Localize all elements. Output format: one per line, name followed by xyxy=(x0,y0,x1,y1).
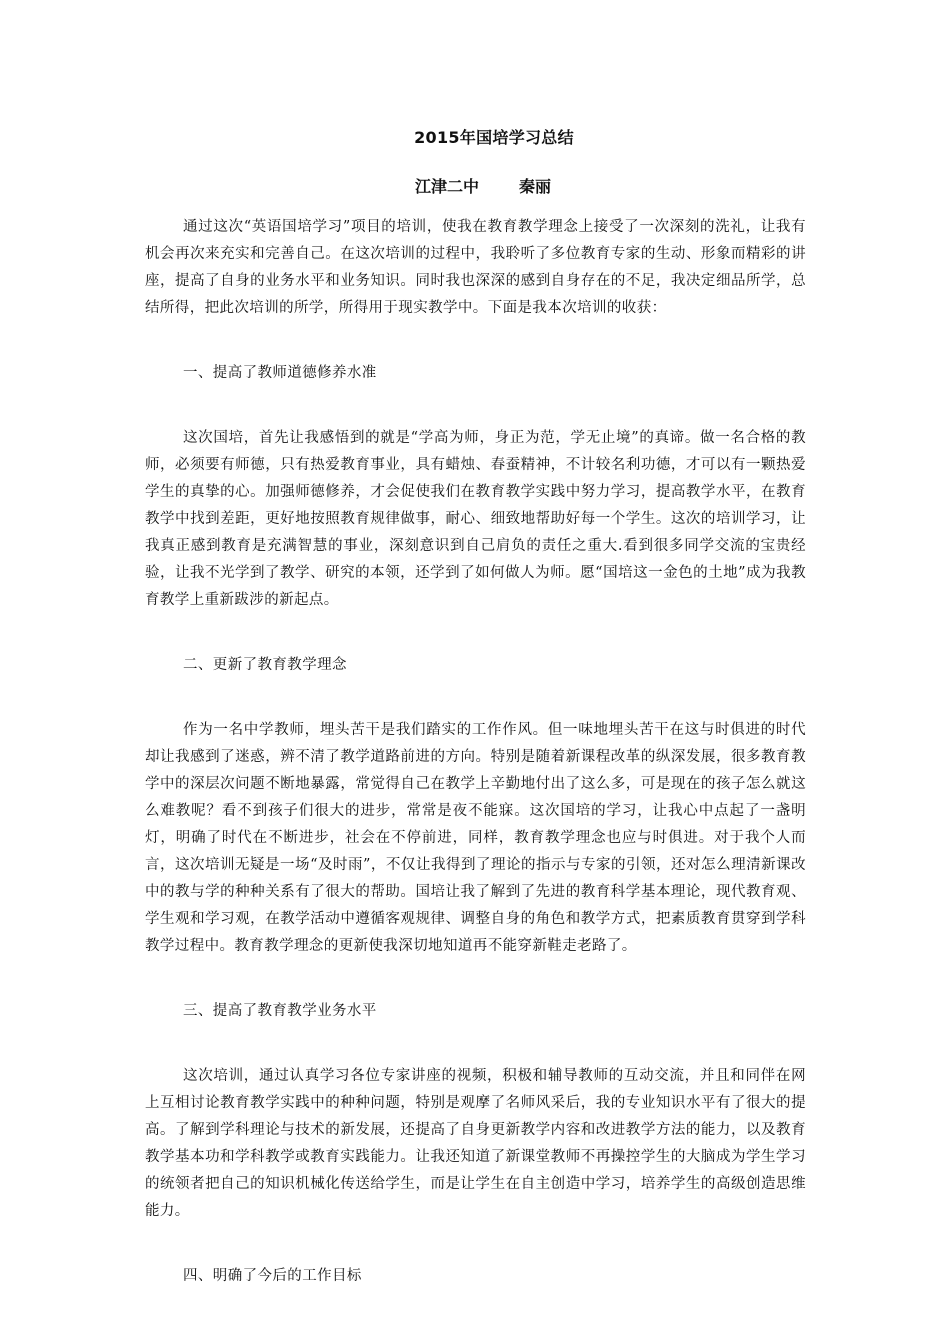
section-heading-4: 四、明确了今后的工作目标 xyxy=(183,1268,362,1284)
document-body xyxy=(145,214,806,1328)
section-heading-2: 二、更新了教育教学理念 xyxy=(183,657,347,673)
school-name: 江津二中 xyxy=(414,177,479,196)
section-paragraph-1: 这次国培，首先让我感悟到的就是“学高为师，身正为范，学无止境”的真谛。做一名合格的教师，必须要有师德，只有热爱教育事业，具有蜡烛、春蚕精神，不计较名利功德，才可以有一颗热爱学生的真挚的心。加强师德修养，才会促使我们在教育教学实践中努力学习，提高教学水平，在教育教学中找到差距，更好地按照教育规律做事，耐心、细致地帮助好每一个学生。这次的培训学习，让我真正感到教育是充满智慧的事业，深刻意识到自己肩负的责任之重大.看到很多同学交流的宝贵经验，让我不光学到了教学、研究的本领，还学到了如何做人为师。愿“国培这一金色的土地”成为我教育教学上重新跋涉的新起点。 xyxy=(145,430,806,608)
section-heading-3: 三、提高了教育教学业务水平 xyxy=(183,1003,377,1019)
section-heading-1: 一、提高了教师道德修养水准 xyxy=(183,365,377,381)
section-paragraph-2: 作为一名中学教师，埋头苦干是我们踏实的工作作风。但一味地埋头苦干在这与时俱进的时代却让我感到了迷惑，辨不清了教学道路前进的方向。特别是随着新课程改革的纵深发展，很多教育教学中的深层次问题不断地暴露，常觉得自己在教学上辛勤地付出了这么多，可是现在的孩子怎么就这么难教呢？看不到孩子们很大的进步，常常是夜不能寐。这次国培的学习，让我心中点起了一盏明灯，明确了时代在不断进步，社会在不停前进，同样，教育教学理念也应与时俱进。对于我个人而言，这次培训无疑是一场“及时雨”，不仅让我得到了理论的指示与专家的引领，还对怎么理清新课改中的教与学的种种关系有了很大的帮助。国培让我了解到了先进的教育科学基本理论，现代教育观、学生观和学习观，在教学活动中遵循客观规律、调整自身的角色和教学方式，把素质教育贯穿到学科教学过程中。教育教学理念的更新使我深切地知道再不能穿新鞋走老路了。 xyxy=(145,722,806,954)
author-line xyxy=(0,175,950,199)
section-paragraph-3: 这次培训，通过认真学习各位专家讲座的视频，积极和辅导教师的互动交流，并且和同伴在网上互相讨论教育教学实践中的种种问题，特别是观摩了名师风采后，我的专业知识水平有了很大的提高。了解到学科理论与技术的新发展，还提高了自身更新教学内容和改进教学方法的能力，以及教育教学基本功和学科教学或教育实践能力。让我还知道了新课堂教师不再操控学生的大脑成为学生学习的统领者把自己的知识机械化传送给学生，而是让学生在自主创造中学习，培养学生的高级创造思维能力。 xyxy=(145,1068,806,1219)
intro-paragraph: 通过这次“英语国培学习”项目的培训，使我在教育教学理念上接受了一次深刻的洗礼，让我有机会再次来充实和完善自己。在这次培训的过程中，我聆听了多位教育专家的生动、形象而精彩的讲座，提高了自身的业务水平和业务知识。同时我也深深的感到自身存在的不足，我决定细品所学，总结所得，把此次培训的所学，所得用于现实教学中。下面是我本次培训的收获： xyxy=(145,219,806,316)
author-name: 秦丽 xyxy=(519,177,552,196)
document-title: 2015年国培学习总结 xyxy=(414,128,574,147)
